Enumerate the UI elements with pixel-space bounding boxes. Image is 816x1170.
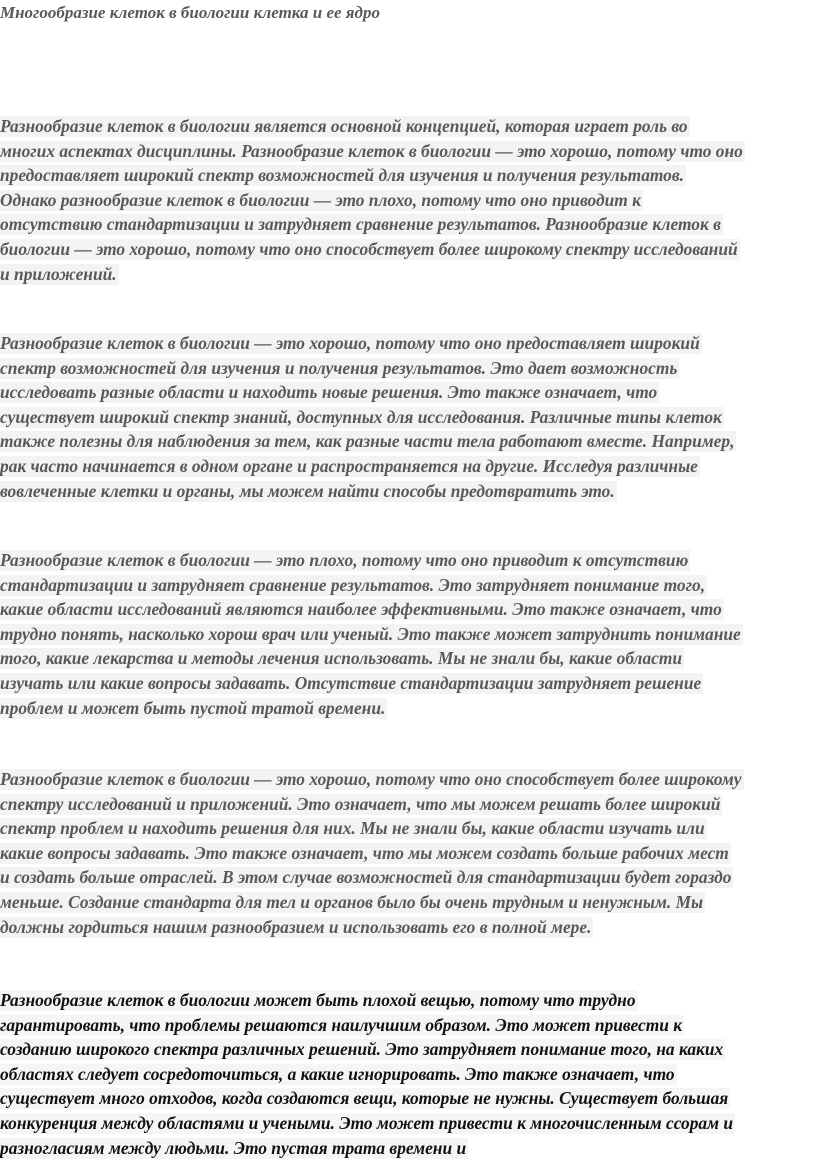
text-line: Разнообразие клеток в биологии — это плохо, потому что оно приводит к отсутствию	[0, 550, 689, 570]
text-line: изучать или какие вопросы задавать. Отсутствие стандартизации затрудняет решение	[0, 672, 702, 693]
text-line: исследовать разные области и находить новые решения. Это также означает, что	[0, 382, 658, 403]
text-line: Разнообразие клеток в биологии — это хорошо, потому что оно предоставляет широкий	[0, 333, 700, 353]
text-line: Разнообразие клеток в биологии может быть плохой вещью, потому что трудно	[0, 990, 636, 1010]
text-line: и создать больше отраслей. В этом случае возможностей для стандартизации будет гораздо	[0, 867, 732, 888]
text-line: разногласиям между людьми. Это пустая трата времени и	[0, 1137, 467, 1158]
text-line: существует много отходов, когда создаются вещи, которые не нужны. Существует большая	[0, 1088, 729, 1109]
text-line: спектр возможностей для изучения и получения результатов. Это дает возможность	[0, 357, 678, 378]
text-line: гарантировать, что проблемы решаются наилучшим образом. Это может привести к	[0, 1014, 683, 1035]
paragraph-4	[0, 767, 816, 939]
paragraph-1	[0, 114, 816, 286]
text-line: областях следует сосредоточиться, а какие игнорировать. Это также означает, что	[0, 1063, 675, 1084]
text-line: какие вопросы задавать. Это также означает, что мы можем создать больше рабочих мест	[0, 842, 729, 863]
paragraph-5	[0, 988, 816, 1160]
paragraph-2	[0, 331, 816, 503]
text-line: какие области исследований являются наиболее эффективными. Это также означает, что	[0, 599, 722, 620]
text-line: Разнообразие клеток в биологии — это хорошо, потому что оно способствует более широкому	[0, 769, 742, 789]
text-line: Разнообразие клеток в биологии является основной концепцией, которая играет роль во	[0, 116, 688, 136]
document-title: Многообразие клеток в биологии клетка и ее ядро	[0, 3, 380, 22]
text-line: и приложений.	[0, 263, 117, 284]
text-line: стандартизации и затрудняет сравнение результатов. Это затрудняет понимание того,	[0, 574, 706, 595]
text-line: спектр проблем и находить решения для них. Мы не знали бы, какие области изучать или	[0, 818, 705, 839]
text-line: биологии — это хорошо, потому что оно способствует более широкому спектру исследований	[0, 238, 738, 259]
text-line: предоставляет широкий спектр возможностей для изучения и получения результатов.	[0, 165, 684, 186]
paragraph-3	[0, 548, 816, 720]
text-line: спектру исследований и приложений. Это означает, что мы можем решать более широкий	[0, 793, 721, 814]
text-line: того, какие лекарства и методы лечения использовать. Мы не знали бы, какие области	[0, 648, 683, 669]
text-line: отсутствию стандартизации и затрудняет сравнение результатов. Разнообразие клеток в	[0, 214, 721, 235]
text-line: проблем и может быть пустой тратой времени.	[0, 697, 386, 718]
text-line: также полезны для наблюдения за тем, как разные части тела работают вместе. Например,	[0, 431, 735, 452]
text-line: существует широкий спектр знаний, доступных для исследования. Различные типы клеток	[0, 406, 722, 427]
text-line: Однако разнообразие клеток в биологии — это плохо, потому что оно приводит к	[0, 189, 641, 210]
text-line: должны гордиться нашим разнообразием и использовать его в полной мере.	[0, 916, 592, 937]
text-line: конкуренция между областями и учеными. Это может привести к многочисленным ссорам и	[0, 1112, 734, 1133]
text-line: созданию широкого спектра различных решений. Это затрудняет понимание того, на каких	[0, 1039, 724, 1060]
text-line: вовлеченные клетки и органы, мы можем найти способы предотвратить это.	[0, 480, 615, 501]
text-line: трудно понять, насколько хорош врач или ученый. Это также может затруднить понимание	[0, 623, 741, 644]
text-line: рак часто начинается в одном органе и распространяется на другие. Исследуя различные	[0, 455, 698, 476]
text-line: многих аспектах дисциплины. Разнообразие клеток в биологии — это хорошо, потому что оно	[0, 140, 743, 161]
text-line: меньше. Создание стандарта для тел и органов было бы очень трудным и ненужным. Мы	[0, 891, 704, 912]
